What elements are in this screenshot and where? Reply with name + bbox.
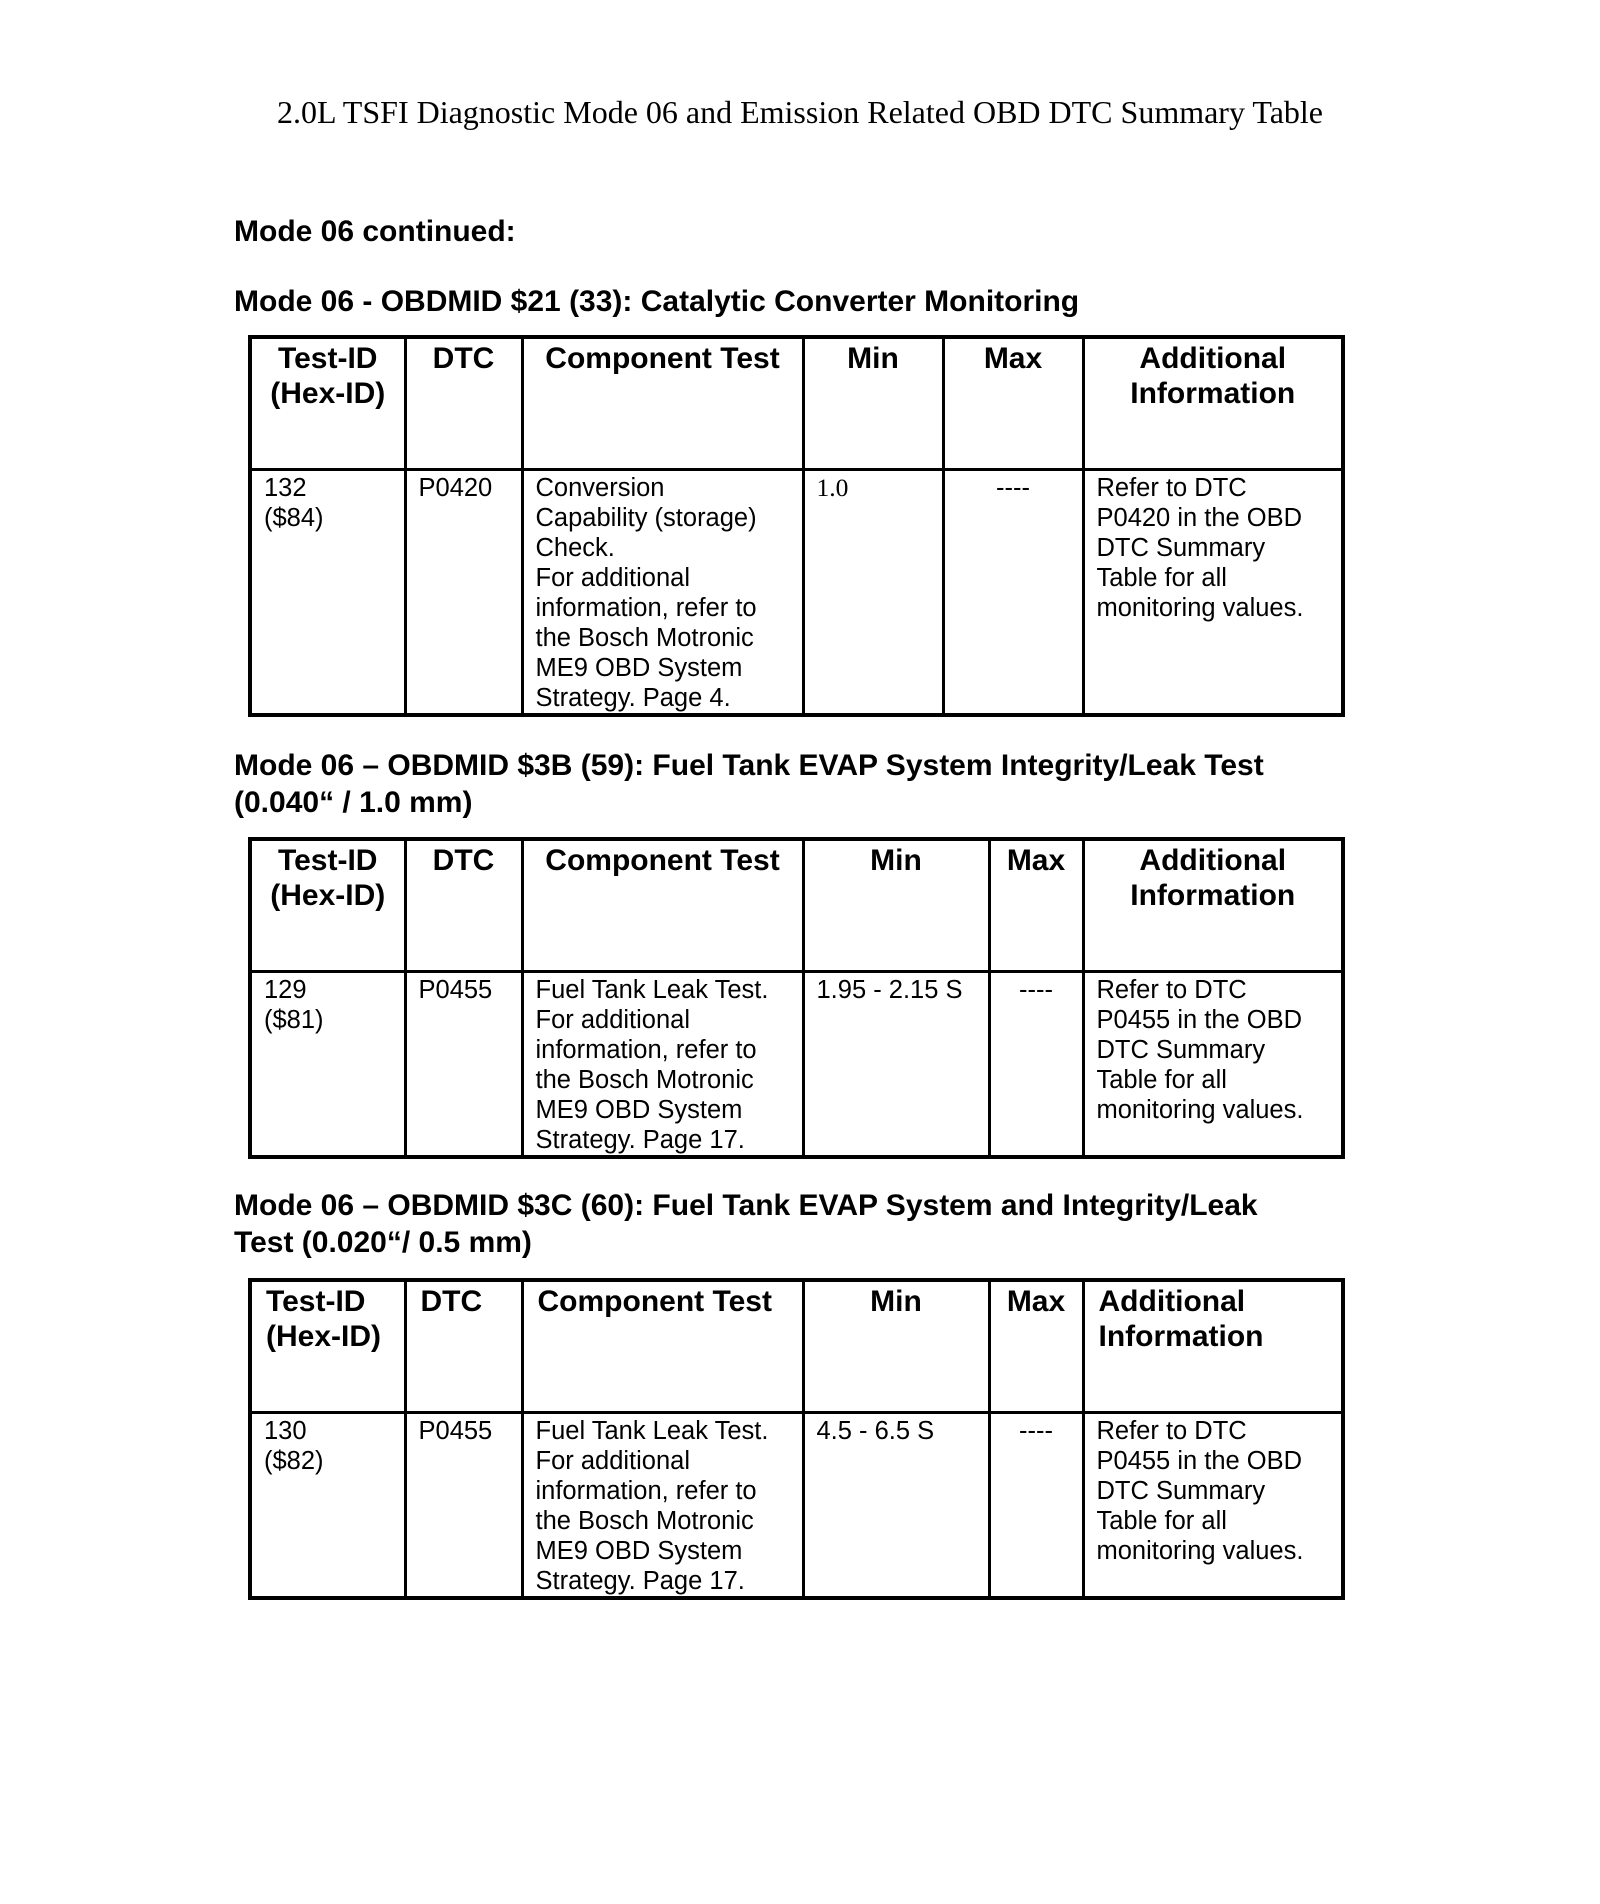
cell-component-test: Fuel Tank Leak Test. For additional information, refer to the Bosch Motronic ME9 OBD System Strategy. Page 17.	[522, 1413, 803, 1599]
column-header-max: Max	[943, 337, 1083, 470]
cell-dtc: P0420	[405, 470, 522, 716]
table-catalytic-converter	[248, 335, 1345, 717]
cell-test-id: 132 ($84)	[250, 470, 405, 716]
continued-label: Mode 06 continued:	[234, 215, 516, 248]
cell-dtc: P0455	[405, 972, 522, 1158]
column-header-test-id: Test-ID (Hex-ID)	[250, 839, 405, 972]
table-header-row	[250, 1280, 1343, 1413]
section-heading-catalytic: Mode 06 - OBDMID $21 (33): Catalytic Converter Monitoring	[234, 285, 1080, 318]
cell-min: 1.0	[803, 470, 943, 716]
section-heading-evap-040	[234, 747, 1264, 821]
column-header-dtc: DTC	[405, 1280, 522, 1413]
cell-component-test: Fuel Tank Leak Test. For additional information, refer to the Bosch Motronic ME9 OBD System Strategy. Page 17.	[522, 972, 803, 1158]
table-evap-leak-040	[248, 837, 1345, 1159]
table-evap-leak-020	[248, 1278, 1345, 1600]
column-header-test-id: Test-ID (Hex-ID)	[250, 1280, 405, 1413]
cell-test-id: 129 ($81)	[250, 972, 405, 1158]
column-header-max: Max	[989, 839, 1083, 972]
cell-min: 4.5 - 6.5 S	[803, 1413, 989, 1599]
cell-test-id: 130 ($82)	[250, 1413, 405, 1599]
column-header-component-test: Component Test	[522, 337, 803, 470]
column-header-min: Min	[803, 337, 943, 470]
column-header-component-test: Component Test	[522, 839, 803, 972]
column-header-additional-info: Additional Information	[1083, 337, 1343, 470]
column-header-min: Min	[803, 839, 989, 972]
table-row	[250, 972, 1343, 1158]
cell-additional-info: Refer to DTC P0455 in the OBD DTC Summary Table for all monitoring values.	[1083, 1413, 1343, 1599]
section-heading-line: Mode 06 – OBDMID $3B (59): Fuel Tank EVAP System Integrity/Leak Test	[234, 749, 1264, 782]
column-header-test-id: Test-ID (Hex-ID)	[250, 337, 405, 470]
cell-additional-info: Refer to DTC P0420 in the OBD DTC Summary Table for all monitoring values.	[1083, 470, 1343, 716]
section-heading-line: Test (0.020“/ 0.5 mm)	[234, 1226, 532, 1259]
column-header-additional-info: Additional Information	[1083, 1280, 1343, 1413]
section-heading-evap-020	[234, 1187, 1258, 1261]
table-row	[250, 470, 1343, 716]
column-header-component-test: Component Test	[522, 1280, 803, 1413]
cell-max: ----	[989, 972, 1083, 1158]
table-row	[250, 1413, 1343, 1599]
cell-min: 1.95 - 2.15 S	[803, 972, 989, 1158]
section-heading-line: (0.040“ / 1.0 mm)	[234, 786, 473, 819]
cell-component-test: Conversion Capability (storage) Check. For additional information, refer to the Bosch Motronic ME9 OBD System Strategy. Page 4.	[522, 470, 803, 716]
page-header: 2.0L TSFI Diagnostic Mode 06 and Emission Related OBD DTC Summary Table	[277, 94, 1323, 130]
column-header-min: Min	[803, 1280, 989, 1413]
cell-additional-info: Refer to DTC P0455 in the OBD DTC Summary Table for all monitoring values.	[1083, 972, 1343, 1158]
cell-max: ----	[943, 470, 1083, 716]
column-header-dtc: DTC	[405, 337, 522, 470]
section-heading-line: Mode 06 – OBDMID $3C (60): Fuel Tank EVAP System and Integrity/Leak	[234, 1189, 1258, 1222]
cell-max: ----	[989, 1413, 1083, 1599]
cell-dtc: P0455	[405, 1413, 522, 1599]
column-header-additional-info: Additional Information	[1083, 839, 1343, 972]
column-header-max: Max	[989, 1280, 1083, 1413]
table-header-row	[250, 839, 1343, 972]
table-header-row	[250, 337, 1343, 470]
column-header-dtc: DTC	[405, 839, 522, 972]
